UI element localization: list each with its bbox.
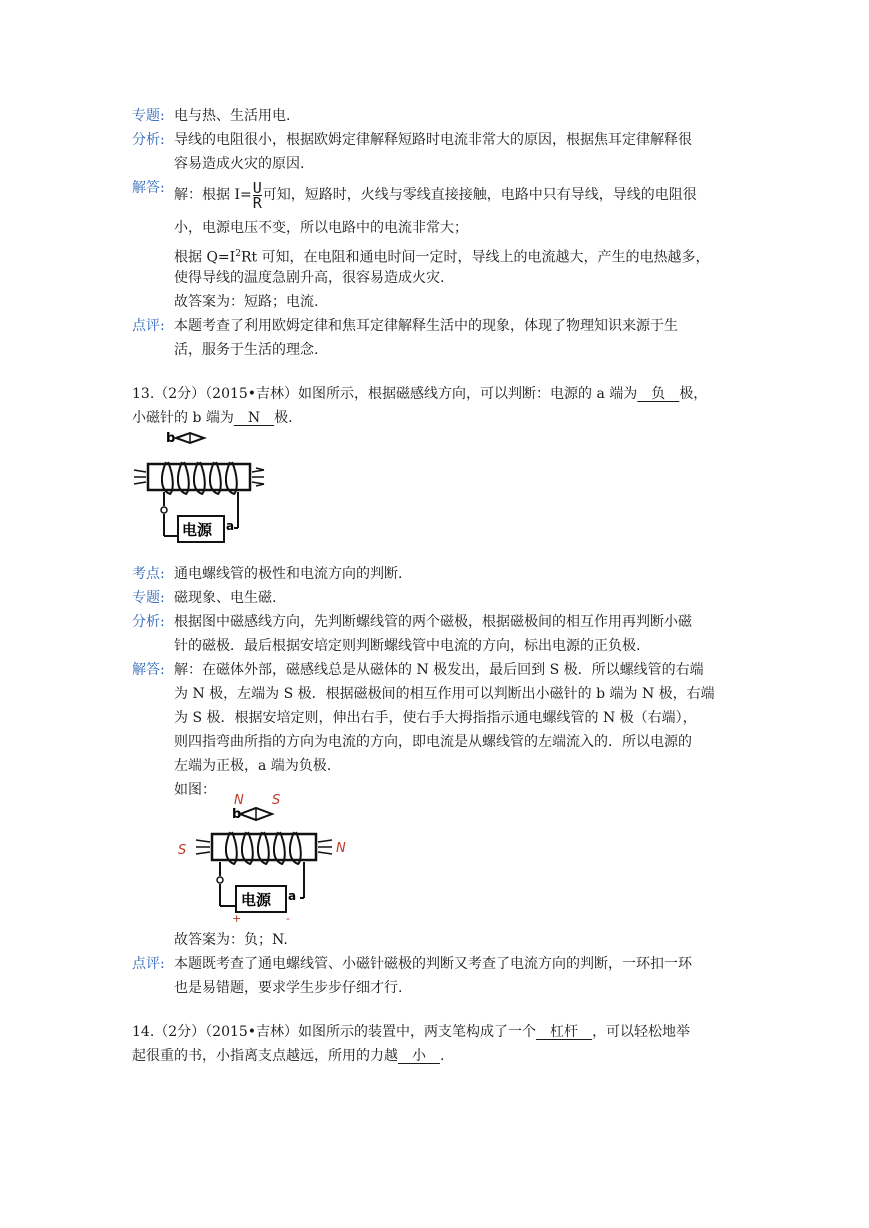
q13-answer-final: 故答案为：负；N. — [174, 932, 288, 948]
q12-answer-line1-post: 可知，短路时，火线与零线直接接触，电路中只有导线，导线的电阻很 — [262, 187, 697, 203]
fig2-minus-label: - — [286, 912, 290, 924]
formula-fraction — [252, 178, 262, 212]
q13-blank2: N — [233, 410, 275, 426]
q13-answer-line2: 为 N 极，左端为 S 极．根据磁极间的相互作用可以判断出小磁针的 b 端为 N 极，右端 — [174, 686, 715, 702]
q13-answer-line3: 为 S 极．根据安培定则，伸出右手，使右手大拇指指示通电螺线管的 N 极（右端）， — [174, 710, 697, 726]
compass-needle-icon — [176, 433, 204, 443]
fig2-s-top-label: S — [272, 793, 281, 808]
q12-topic: 电与热、生活用电. — [174, 108, 291, 124]
q13-analysis-line2: 针的磁极．最后根据安培定则判断螺线管中电流的方向，标出电源的正负极. — [174, 638, 641, 654]
fig2-power-label: 电源 — [241, 891, 272, 909]
q12-answer-label: 解答: — [132, 180, 165, 196]
field-arrows-icon — [196, 840, 332, 854]
fig2-n-top-label: N — [234, 793, 244, 808]
q14-blank1: 杠杆 — [536, 1024, 593, 1040]
q13-analysis-label: 分析: — [132, 614, 165, 630]
q12-answer-line3-pre: 根据 Q=I — [174, 249, 236, 266]
q12-answer-line1 — [174, 180, 742, 210]
q13-stem-line2 — [132, 406, 293, 430]
q13-comment-line1: 本题既考查了通电螺线管、小磁针磁极的判断又考查了电流方向的判断，一环扣一环 — [174, 956, 692, 972]
q13-answer-label: 解答: — [132, 662, 165, 678]
q13-topic: 磁现象、电生磁. — [174, 590, 277, 606]
q12-analysis-label: 分析: — [132, 132, 165, 148]
q12-answer-line2: 小，电源电压不变，所以电路中的电流非常大； — [174, 220, 468, 236]
q13-stem-line1 — [132, 382, 707, 406]
solenoid-answer-figure — [172, 788, 352, 924]
q14-blank2: 小 — [398, 1048, 440, 1064]
superscript-two: 2 — [235, 249, 241, 259]
q13-point-label: 考点: — [132, 566, 165, 582]
q13-comment-label: 点评: — [132, 956, 165, 972]
q12-answer-line5: 故答案为：短路；电流. — [174, 294, 319, 310]
q13-stem-pre: 13.（2分）（2015•吉林）如图所示，根据磁感线方向，可以判断：电源的 a 端为 — [132, 386, 638, 402]
solenoid-figure — [130, 428, 270, 544]
q13-stem2-post: 极. — [274, 410, 293, 426]
q14-stem2-post: . — [440, 1048, 445, 1064]
q13-blank1: 负 — [637, 386, 680, 402]
fig2-n-right-label: N — [336, 841, 346, 856]
fig2-s-left-label: S — [178, 843, 187, 858]
fraction-denominator: R — [252, 193, 262, 212]
q12-analysis-line2: 容易造成火灾的原因. — [174, 156, 305, 172]
compass-needle-icon — [240, 808, 272, 820]
switch-icon — [217, 877, 223, 883]
fig2-a-label: a — [288, 889, 297, 903]
q13-analysis-line1: 根据图中磁感线方向，先判断螺线管的两个磁极，根据磁极间的相互作用再判断小磁 — [174, 614, 692, 630]
q14-stem-line2 — [132, 1044, 444, 1068]
q14-stem-line1 — [132, 1020, 690, 1044]
q12-comment-line2: 活，服务于生活的理念. — [174, 342, 319, 358]
fig1-a-label: a — [226, 519, 235, 533]
fig2-plus-label: + — [232, 912, 242, 924]
q13-answer-line5: 左端为正极，a 端为负极. — [174, 758, 332, 774]
q13-stem2-pre: 小磁针的 b 端为 — [132, 410, 234, 426]
q12-analysis-line1: 导线的电阻很小，根据欧姆定律解释短路时电流非常大的原因，根据焦耳定律解释很 — [174, 132, 692, 148]
q13-answer-line1: 解：在磁体外部，磁感线总是从磁体的 N 极发出，最后回到 S 极．所以螺线管的右端 — [174, 662, 704, 678]
switch-icon — [161, 507, 167, 513]
q13-answer-line6: 如图： — [174, 782, 216, 798]
q12-answer-line3-post: Rt 可知，在电阻和通电时间一定时，导线上的电流越大，产生的电热越多， — [240, 249, 710, 266]
q14-stem-pre: 14.（2分）（2015•吉林）如图所示的装置中，两支笔构成了一个 — [132, 1024, 537, 1040]
fig1-b-label: b — [166, 431, 176, 446]
q12-comment-label: 点评: — [132, 318, 165, 334]
q14-stem-post: ，可以轻松地举 — [592, 1024, 691, 1040]
field-arrows-icon — [134, 468, 264, 486]
q13-stem-post: 极， — [679, 386, 708, 402]
fraction-numerator: U — [252, 178, 262, 197]
q13-answer-line4: 则四指弯曲所指的方向为电流的方向，即电流是从螺线管的左端流入的．所以电源的 — [174, 734, 692, 750]
fig2-b-label: b — [232, 807, 242, 822]
q13-point: 通电螺线管的极性和电流方向的判断. — [174, 566, 403, 582]
q12-answer-line1-pre: 解：根据 I= — [174, 187, 252, 203]
q13-topic-label: 专题: — [132, 590, 165, 606]
q13-comment-line2: 也是易错题，要求学生步步仔细才行. — [174, 980, 403, 996]
q12-answer-line4: 使得导线的温度急剧升高，很容易造成火灾. — [174, 270, 445, 286]
q12-comment-line1: 本题考查了利用欧姆定律和焦耳定律解释生活中的现象，体现了物理知识来源于生 — [174, 318, 678, 334]
q14-stem2-pre: 起很重的书，小指离支点越远，所用的力越 — [132, 1048, 398, 1064]
fig1-power-label: 电源 — [182, 521, 213, 539]
q12-topic-label: 专题: — [132, 108, 165, 124]
